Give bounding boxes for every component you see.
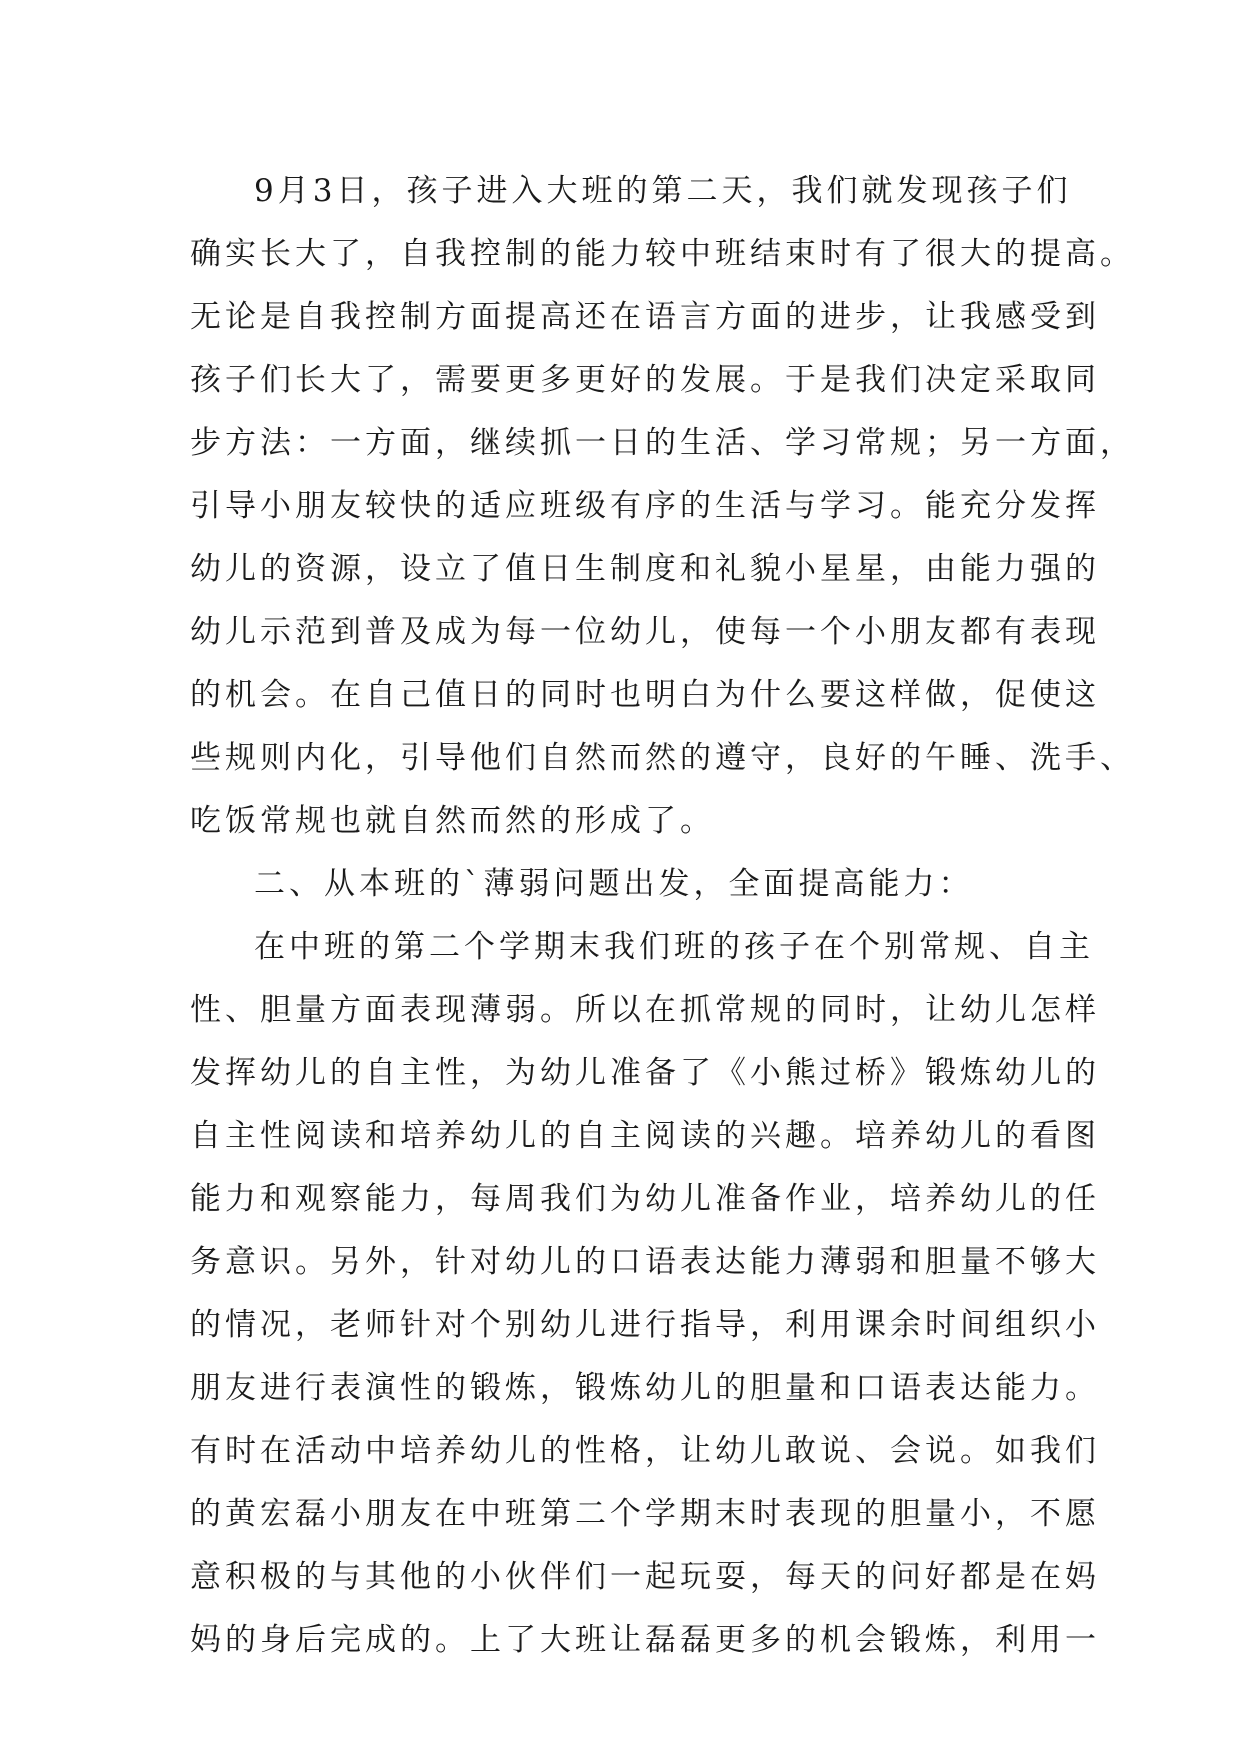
paragraph-line: 的机会。在自己值日的同时也明白为什么要这样做，促使这 (190, 677, 1100, 713)
paragraph-line: 步方法：一方面，继续抓一日的生活、学习常规；另一方面， (190, 425, 1135, 461)
paragraph-line: 的黄宏磊小朋友在中班第二个学期末时表现的胆量小，不愿 (190, 1496, 1100, 1532)
paragraph-line: 在中班的第二个学期末我们班的孩子在个别常规、自主 (254, 929, 1094, 965)
paragraph-line: 的情况，老师针对个别幼儿进行指导，利用课余时间组织小 (190, 1307, 1100, 1343)
body-text (190, 160, 1135, 1672)
paragraph-line: 意积极的与其他的小伙伴们一起玩耍，每天的问好都是在妈 (190, 1559, 1100, 1595)
paragraph-line: 发挥幼儿的自主性，为幼儿准备了《小熊过桥》锻炼幼儿的 (190, 1055, 1100, 1091)
paragraph-line: 务意识。另外，针对幼儿的口语表达能力薄弱和胆量不够大 (190, 1244, 1100, 1280)
paragraph-line: 幼儿的资源，设立了值日生制度和礼貌小星星，由能力强的 (190, 551, 1100, 587)
paragraph-line: 幼儿示范到普及成为每一位幼儿，使每一个小朋友都有表现 (190, 614, 1100, 650)
paragraph-line: 9月3日，孩子进入大班的第二天，我们就发现孩子们 (254, 173, 1072, 209)
paragraph-line: 吃饭常规也就自然而然的形成了。 (190, 803, 715, 839)
paragraph-line: 朋友进行表演性的锻炼，锻炼幼儿的胆量和口语表达能力。 (190, 1370, 1100, 1406)
paragraph-line: 有时在活动中培养幼儿的性格，让幼儿敢说、会说。如我们 (190, 1433, 1100, 1469)
section-heading: 二、从本班的`薄弱问题出发，全面提高能力： (254, 866, 974, 902)
paragraph-line: 性、胆量方面表现薄弱。所以在抓常规的同时，让幼儿怎样 (190, 992, 1100, 1028)
paragraph-line: 些规则内化，引导他们自然而然的遵守，良好的午睡、洗手、 (190, 740, 1135, 776)
paragraph-line: 确实长大了，自我控制的能力较中班结束时有了很大的提高。 (190, 236, 1135, 272)
paragraph-line: 自主性阅读和培养幼儿的自主阅读的兴趣。培养幼儿的看图 (190, 1118, 1100, 1154)
paragraph-line: 孩子们长大了，需要更多更好的发展。于是我们决定采取同 (190, 362, 1100, 398)
paragraph-line: 引导小朋友较快的适应班级有序的生活与学习。能充分发挥 (190, 488, 1100, 524)
paragraph-line: 无论是自我控制方面提高还在语言方面的进步，让我感受到 (190, 299, 1100, 335)
paragraph-line: 妈的身后完成的。上了大班让磊磊更多的机会锻炼，利用一 (190, 1622, 1100, 1658)
paragraph-line: 能力和观察能力，每周我们为幼儿准备作业，培养幼儿的任 (190, 1181, 1100, 1217)
